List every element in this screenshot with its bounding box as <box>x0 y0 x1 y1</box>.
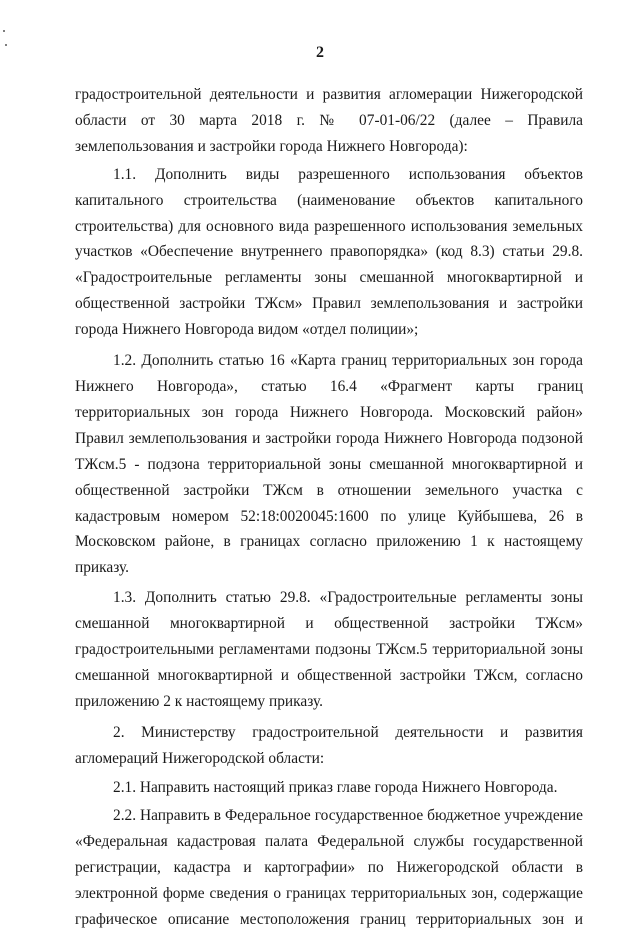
paragraph-2-1: 2.1. Направить настоящий приказ главе города Нижнего Новгорода. <box>113 778 558 796</box>
page-number: 2 <box>316 44 324 61</box>
document-body <box>75 82 583 933</box>
paragraph-2: 2. Министерству градостроительной деятельности и развития агломераций Нижегородской области: <box>75 723 583 767</box>
paragraph-1-3: 1.3. Дополнить статью 29.8. «Градостроительные регламенты зоны смешанной многоквартирной и общественной застройки ТЖсм» градостроительными регламентами подзоны ТЖсм.5 территориальной зоны смешанной многоквартирной и общественной застройки ТЖсм, согласно приложению 2 к настоящему приказу. <box>75 589 583 710</box>
scan-artifact <box>3 30 5 32</box>
paragraph-1-1: 1.1. Дополнить виды разрешенного использования объектов капитального строительства (наименование объектов капитального строительства) для основного вида разрешенного использования земельных участков «Обеспечение внутреннего правопорядка» (код 8.3) статьи 29.8. «Градостроительные регламенты зоны смешанной многоквартирной и общественной застройки ТЖсм» Правил землепользования и застройки города Нижнего Новгорода видом «отдел полиции»; <box>75 165 583 339</box>
paragraph-continuation: градостроительной деятельности и развития агломерации Нижегородской области от 30 марта 2018 г. № 07-01-06/22 (далее – Правила землепользования и застройки города Нижнего Новгорода): <box>75 86 583 155</box>
paragraph-1-2: 1.2. Дополнить статью 16 «Карта границ территориальных зон города Нижнего Новгорода», статью 16.4 «Фрагмент карты границ территориальных зон города Нижнего Новгорода. Московский район» Правил землепользования и застройки города Нижнего Новгорода подзоной ТЖсм.5 - подзона территориальной зоны смешанной многоквартирной и общественной застройки ТЖсм в отношении земельного участка с кадастровым номером 52:18:0020045:1600 по улице Куйбышева, 26 в Московском районе, в границах согласно приложению 1 к настоящему приказу. <box>75 352 583 577</box>
paragraph-2-2: 2.2. Направить в Федеральное государственное бюджетное учреждение «Федеральная кадастровая палата Федеральной службы государственной регистрации, кадастра и картографии» по Нижегородской области в электронной форме сведения о границах территориальных зон, содержащие графическое описание местоположения границ территориальных зон и <box>75 807 583 929</box>
